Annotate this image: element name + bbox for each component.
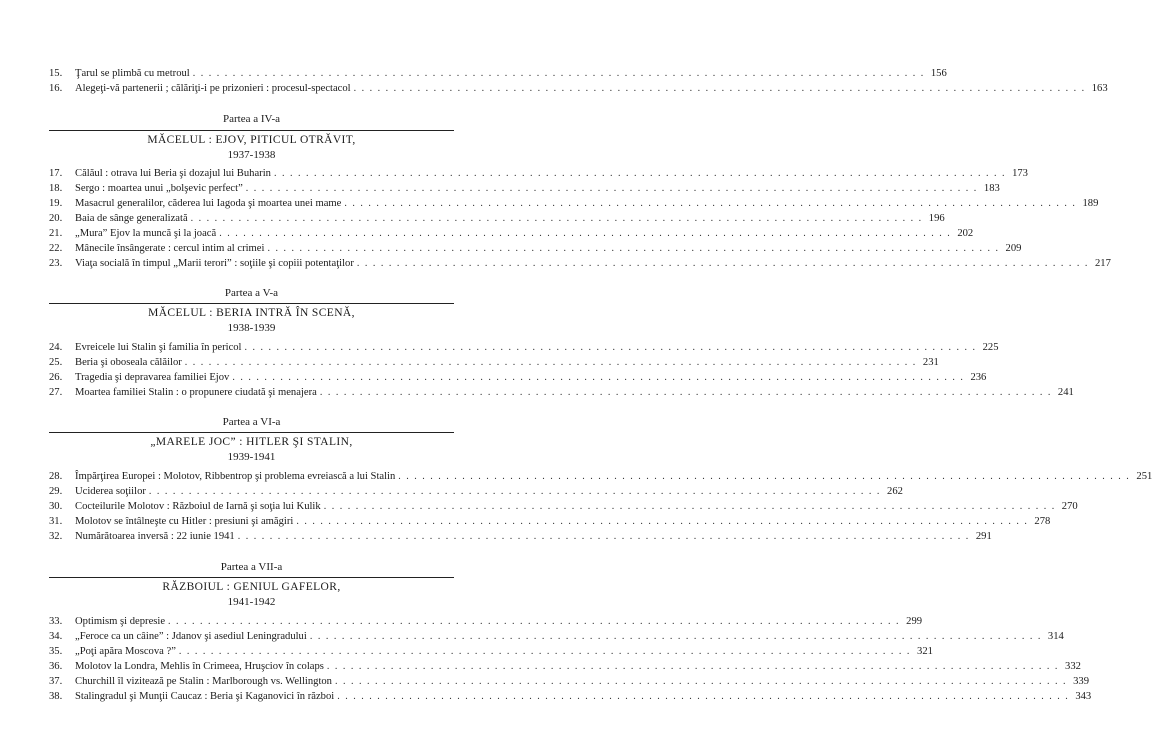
toc-entry xyxy=(49,629,1064,644)
entry-number: 27. xyxy=(49,387,63,398)
toc-entry xyxy=(49,370,987,385)
entry-title: Baia de sânge generalizată xyxy=(75,213,188,224)
entry-title: Molotov se întâlneşte cu Hitler : presiuni şi amăgiri xyxy=(75,516,294,527)
toc-entry xyxy=(49,674,1089,689)
entry-page: 189 xyxy=(1082,198,1099,209)
entry-number: 30. xyxy=(49,501,63,512)
entry-page: 270 xyxy=(1061,501,1078,512)
entry-page: 183 xyxy=(983,183,1000,194)
toc-entry xyxy=(49,689,1092,704)
toc-entry xyxy=(49,499,1078,514)
part-years: 1941-1942 xyxy=(227,596,276,608)
entry-title: Stalingradul şi Munţii Caucaz : Beria şi Kaganovici în război xyxy=(75,691,335,702)
part-label: Partea a IV-a xyxy=(222,113,280,125)
entry-page: 156 xyxy=(930,68,947,79)
entry-title: Cocteilurile Molotov : Războiul de Iarnă şi soţia lui Kulik xyxy=(75,501,321,512)
entry-page: 225 xyxy=(982,342,999,353)
dot-leader xyxy=(296,514,1028,529)
entry-number: 34. xyxy=(49,631,63,642)
dot-leader xyxy=(327,659,1059,674)
toc-entry xyxy=(49,226,974,241)
entry-title: Ţarul se plimbă cu metroul xyxy=(75,68,190,79)
dot-leader xyxy=(168,614,900,629)
entry-title: Numărătoarea inversă : 22 iunie 1941 xyxy=(75,531,235,542)
entry-number: 25. xyxy=(49,357,63,368)
entry-title: Masacrul generalilor, căderea lui Iagoda şi moartea unei mame xyxy=(75,198,342,209)
dot-leader xyxy=(357,256,1089,271)
dot-leader xyxy=(335,674,1067,689)
entry-page: 196 xyxy=(928,213,945,224)
part-heading: MĂCELUL : EJOV, PITICUL OTRĂVIT, xyxy=(147,134,356,146)
entry-title: Alegeţi-vă partenerii ; călăriţi-i pe prizonieri : procesul-spectacol xyxy=(75,83,351,94)
dot-leader xyxy=(179,644,911,659)
dot-leader xyxy=(193,66,925,81)
dot-leader xyxy=(185,355,917,370)
toc-entry xyxy=(49,166,1028,181)
entry-title: Sergo : moartea unui „bolşevic perfect” xyxy=(75,183,243,194)
dot-leader xyxy=(337,689,1069,704)
part-years: 1937-1938 xyxy=(227,149,276,161)
entry-title: „Poţi apăra Moscova ?” xyxy=(75,646,176,657)
entry-title: Beria şi oboseala călăilor xyxy=(75,357,182,368)
dot-leader xyxy=(398,469,1130,484)
toc-entry xyxy=(49,66,947,81)
toc-entry xyxy=(49,196,1099,211)
entry-number: 31. xyxy=(49,516,63,527)
part-heading: RĂZBOIUL : GENIUL GAFELOR, xyxy=(162,581,341,593)
part-label: Partea a V-a xyxy=(224,287,279,299)
part-years: 1939-1941 xyxy=(227,451,276,463)
part-years: 1938-1939 xyxy=(227,322,276,334)
toc-entry xyxy=(49,211,945,226)
entry-page: 321 xyxy=(917,646,933,657)
dot-leader xyxy=(354,81,1086,96)
entry-number: 18. xyxy=(49,183,63,194)
entry-number: 37. xyxy=(49,676,63,687)
divider-line xyxy=(49,577,454,578)
dot-leader xyxy=(344,196,1076,211)
entry-title: Viaţa socială în timpul „Marii terori” : soţiile şi copiii potentaţilor xyxy=(75,258,354,269)
divider-line xyxy=(49,303,454,304)
toc-entry xyxy=(49,529,992,544)
dot-leader xyxy=(310,629,1042,644)
entry-number: 17. xyxy=(49,168,63,179)
entry-number: 26. xyxy=(49,372,63,383)
divider-line xyxy=(49,130,454,131)
entry-page: 262 xyxy=(887,486,903,497)
entry-title: Împărţirea Europei : Molotov, Ribbentrop şi problema evreiască a lui Stalin xyxy=(75,471,396,482)
entry-number: 23. xyxy=(49,258,63,269)
toc-entry xyxy=(49,181,1000,196)
entry-page: 291 xyxy=(975,531,992,542)
entry-number: 15. xyxy=(49,68,63,79)
entry-page: 241 xyxy=(1057,387,1074,398)
entry-title: Uciderea soţiilor xyxy=(75,486,146,497)
entry-title: Molotov la Londra, Mehlis în Crimeea, Hruşciov în colaps xyxy=(75,661,324,672)
entry-title: Tragedia şi depravarea familiei Ejov xyxy=(75,372,230,383)
entry-page: 163 xyxy=(1091,83,1108,94)
toc-entry xyxy=(49,484,903,499)
entry-number: 20. xyxy=(49,213,63,224)
entry-title: Moartea familiei Stalin : o propunere ciudată şi menajera xyxy=(75,387,317,398)
part-label: Partea a VI-a xyxy=(222,416,281,428)
entry-page: 332 xyxy=(1065,661,1081,672)
entry-number: 24. xyxy=(49,342,63,353)
entry-page: 339 xyxy=(1073,676,1089,687)
divider-line xyxy=(49,432,454,433)
dot-leader xyxy=(238,529,970,544)
toc-entry xyxy=(49,644,933,659)
entry-number: 16. xyxy=(49,83,63,94)
dot-leader xyxy=(245,340,977,355)
dot-leader xyxy=(219,226,951,241)
dot-leader xyxy=(149,484,881,499)
entry-number: 32. xyxy=(49,531,63,542)
entry-number: 28. xyxy=(49,471,63,482)
entry-title: „Mura” Ejov la muncă şi la joacă xyxy=(75,228,217,239)
part-heading: MĂCELUL : BERIA INTRĂ ÎN SCENĂ, xyxy=(148,307,355,319)
toc-entry xyxy=(49,469,1152,484)
entry-title: Călăul : otrava lui Beria şi dozajul lui Buharin xyxy=(75,168,271,179)
entry-page: 173 xyxy=(1012,168,1028,179)
entry-title: Evreicele lui Stalin şi familia în pericol xyxy=(75,342,242,353)
dot-leader xyxy=(246,181,978,196)
entry-number: 35. xyxy=(49,646,63,657)
entry-number: 22. xyxy=(49,243,63,254)
entry-page: 251 xyxy=(1136,471,1152,482)
entry-page: 299 xyxy=(906,616,923,627)
entry-page: 236 xyxy=(970,372,987,383)
toc-entry xyxy=(49,614,923,629)
toc-entry xyxy=(49,355,939,370)
toc-entry xyxy=(49,340,999,355)
entry-title: „Feroce ca un câine” : Jdanov şi asediul Leningradului xyxy=(75,631,307,642)
entry-title: Churchill îl vizitează pe Stalin : Marlborough vs. Wellington xyxy=(75,676,332,687)
entry-page: 209 xyxy=(1005,243,1022,254)
part-label: Partea a VII-a xyxy=(220,561,283,573)
entry-number: 29. xyxy=(49,486,63,497)
dot-leader xyxy=(191,211,923,226)
toc-entry xyxy=(49,385,1074,400)
toc-entry xyxy=(49,659,1081,674)
entry-page: 343 xyxy=(1075,691,1092,702)
entry-number: 21. xyxy=(49,228,63,239)
dot-leader xyxy=(267,241,999,256)
dot-leader xyxy=(232,370,964,385)
entry-page: 278 xyxy=(1034,516,1051,527)
entry-page: 231 xyxy=(922,357,939,368)
entry-page: 314 xyxy=(1047,631,1064,642)
entry-title: Optimism şi depresie xyxy=(75,616,166,627)
entry-number: 36. xyxy=(49,661,63,672)
entry-page: 217 xyxy=(1094,258,1111,269)
entry-number: 33. xyxy=(49,616,63,627)
toc-entry xyxy=(49,81,1108,96)
entry-title: Mânecile însângerate : cercul intim al crimei xyxy=(75,243,265,254)
toc-entry xyxy=(49,514,1051,529)
toc-entry xyxy=(49,241,1022,256)
entry-number: 38. xyxy=(49,691,63,702)
entry-page: 202 xyxy=(957,228,974,239)
part-heading: „MARELE JOC” : HITLER ŞI STALIN, xyxy=(150,436,353,448)
toc-entry xyxy=(49,256,1111,271)
dot-leader xyxy=(274,166,1006,181)
entry-number: 19. xyxy=(49,198,63,209)
dot-leader xyxy=(320,385,1052,400)
dot-leader xyxy=(324,499,1056,514)
